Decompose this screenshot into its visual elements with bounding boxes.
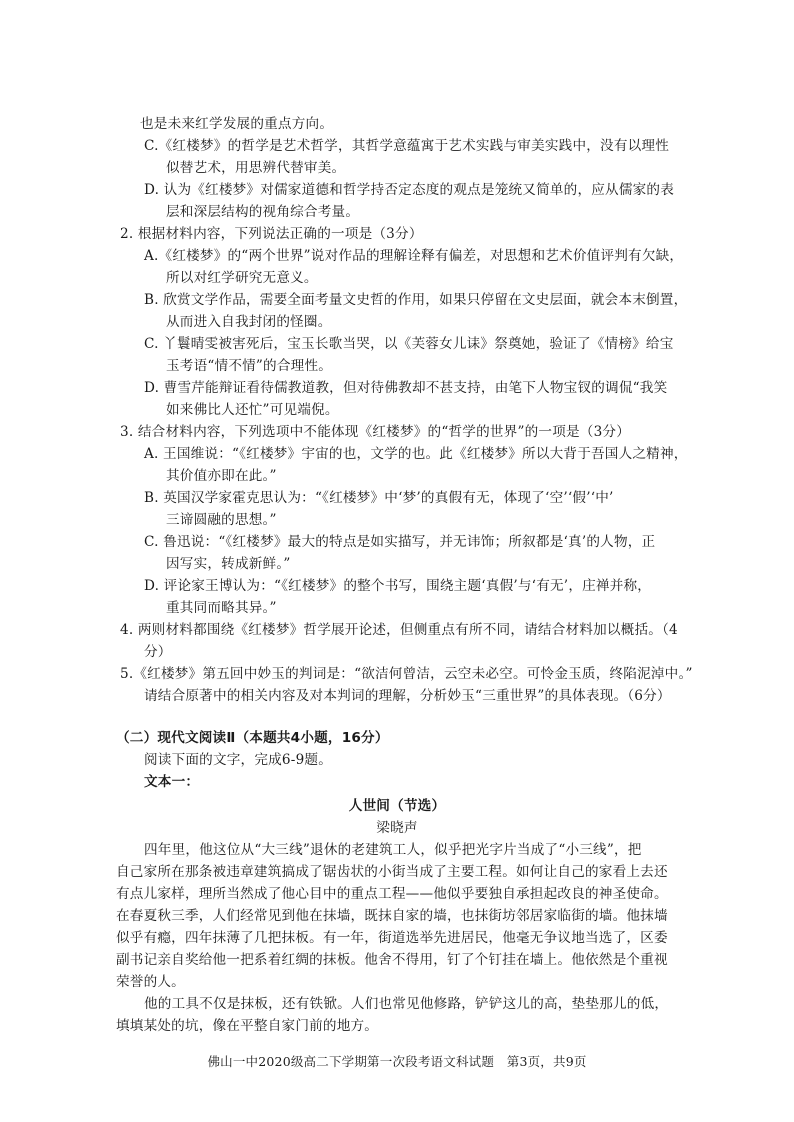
q2-option-c: C. 丫鬟晴雯被害死后，宝玉长歌当哭，以《芙蓉女儿诔》祭奠她，验证了《情榜》给宝 [144,336,674,352]
passage-author: 梁晓声 [376,820,418,836]
q3-option-c-cont: 因写实，转成新鲜。” [166,556,291,572]
passage-line: 有点儿家样，理所当然成了他心目中的重点工程——他似乎要独自承担起改良的神圣使命。 [116,886,668,902]
passage-line: 似乎有瘾，四年抹薄了几把抹板。有一年，街道选举先进居民，他毫无争议地当选了，区委 [116,930,668,946]
passage-line: 四年里，他这位从“大三线”退休的老建筑工人，似乎把光字片当成了“小三线”，把 [144,842,642,858]
section-heading: （二）现代文阅读Ⅱ（本题共4小题，16分） [116,730,389,746]
q2-option-d: D. 曹雪芹能辩证看待儒教道教，但对待佛教却不甚支持，由笔下人物宝钗的调侃“我笑 [144,380,668,396]
q1-option-c: C.《红楼梦》的哲学是艺术哲学，其哲学意蕴寓于艺术实践与审美实践中，没有以理性 [144,138,670,154]
q2-option-a: A.《红楼梦》的“两个世界”说对作品的理解诠释有偏差，对思想和艺术价值评判有欠缺， [144,248,684,264]
q2-option-b: B. 欣赏文学作品，需要全面考量文史哲的作用，如果只停留在文史层面，就会本末倒置， [144,292,688,308]
q4-cont: 分） [144,644,172,660]
q3-option-d: D. 评论家王博认为：“《红楼梦》的整个书写，围绕主题‘真假’与‘有无’，庄禅并称， [144,578,652,594]
page-footer: 佛山一中2020级高二下学期第一次段考语文科试题 第3页，共9页 [207,1054,587,1069]
q5: 5.《红楼梦》第五回中妙玉的判词是：“欲洁何曾洁，云空未必空。可怜金玉质，终陷泥淖中。” [120,666,693,682]
q3-option-b-cont: 三谛圆融的思想。” [166,512,277,528]
q3-option-a-cont: 其价值亦即在此。” [166,468,277,484]
passage-title: 人世间（节选） [348,798,446,814]
q2-option-c-cont: 玉考语“情不情”的合理性。 [166,358,333,374]
passage-line: 他的工具不仅是抹板，还有铁锨。人们也常见他修路，铲铲这儿的高，垫垫那儿的低， [144,996,669,1012]
q4: 4. 两则材料都围绕《红楼梦》哲学展开论述，但侧重点有所不同，请结合材料加以概括。（4 [120,622,678,638]
q1-option-c-cont: 似替艺术，用思辨代替审美。 [166,160,346,176]
text-label: 文本一： [144,774,200,790]
q3-stem: 3. 结合材料内容，下列选项中不能体现《红楼梦》的“哲学的世界”的一项是（3分） [120,424,631,440]
q3-option-b: B. 英国汉学家霍克思认为：“《红楼梦》中‘梦’的真假有无，体现了‘空’‘假’‘中’ [144,490,614,506]
q2-option-a-cont: 所以对红学研究无意义。 [166,270,318,286]
passage-line: 在春夏秋三季，人们经常见到他在抹墙，既抹自家的墙，也抹街坊邻居家临街的墙。他抹墙 [116,908,668,924]
q1-continuation: 也是未来红学发展的重点方向。 [140,116,334,132]
passage-line: 副书记亲自奖给他一把系着红绸的抹板。他舍不得用，钉了个钉挂在墙上。他依然是个重视 [116,952,668,968]
q5-cont: 请结合原著中的相关内容及对本判词的理解，分析妙玉“三重世界”的具体表现。（6分） [144,688,671,704]
passage-line: 填填某处的坑，像在平整自家门前的地方。 [116,1018,379,1034]
q2-option-b-cont: 从而进入自我封闭的怪圈。 [166,314,332,330]
q3-option-d-cont: 重其同而略其异。” [166,600,277,616]
passage-line: 自己家所在那条被违章建筑搞成了锯齿状的小街当成了主要工程。如何让自己的家看上去还 [116,864,668,880]
passage-line: 荣誉的人。 [116,974,185,990]
reading-instruction: 阅读下面的文字，完成6-9题。 [144,752,333,768]
q2-stem: 2. 根据材料内容，下列说法正确的一项是（3分） [120,226,423,242]
q3-option-c: C. 鲁迅说：“《红楼梦》最大的特点是如实描写，并无讳饰；所叙都是‘真’的人物，正 [144,534,656,550]
q1-option-d-cont: 层和深层结构的视角综合考量。 [166,204,360,220]
q1-option-d: D. 认为《红楼梦》对儒家道德和哲学持否定态度的观点是笼统又简单的，应从儒家的表 [144,182,675,198]
q3-option-a: A. 王国维说：“《红楼梦》宇宙的也，文学的也。此《红楼梦》所以大背于吾国人之精神， [144,446,688,462]
q2-option-d-cont: 如来佛比人还忙”可见端倪。 [166,402,339,418]
